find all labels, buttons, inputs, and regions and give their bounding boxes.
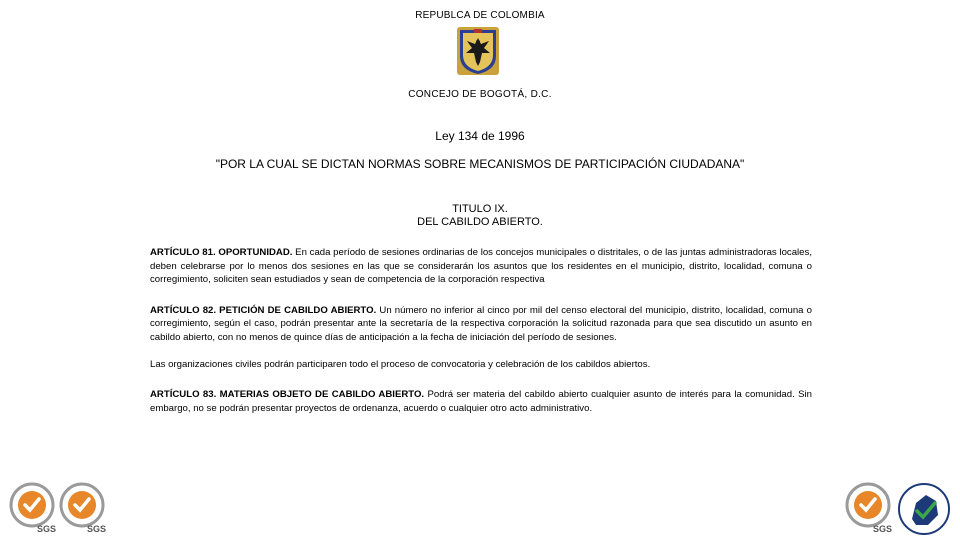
sgs-mark: SGS: [37, 524, 57, 534]
coat-of-arms-icon: [456, 26, 500, 76]
council-heading: CONCEJO DE BOGOTÁ, D.C.: [408, 89, 552, 100]
article-82: [150, 304, 812, 345]
article-text: En cada período de sesiones ordinarias de los concejos municipales o distritales, o de las juntas administradoras locales, deben celebrarse por lo menos dos sesiones en las que se considerarán los asuntos que los residentes en el municipio, distrito, localidad, comuna o corregimiento, soliciten sean estudiados y sean de competencia de la corporación respectiva: [150, 247, 812, 286]
law-subtitle: "POR LA CUAL SE DICTAN NORMAS SOBRE MECANISMOS DE PARTICIPACIÓN CIUDADANA": [215, 157, 745, 171]
quality-management-logo-icon: [896, 481, 952, 537]
certification-seal-icon: [842, 481, 894, 535]
article-text: Podrá ser materia del cabildo abierto cualquier asunto de interés para la comunidad. Sin embargo, no se podrán presentar proyectos de ordenanza, acuerdo o cualquier otro acto administrativo.: [150, 389, 812, 414]
article-81: [150, 246, 812, 287]
document-body: [150, 246, 812, 432]
section-title: TITULO IX.: [452, 203, 508, 215]
article-text: Un número no inferior al cinco por mil del censo electoral del municipio, distrito, localidad, comuna o corregimiento, según el caso, podrán presentar ante la secretaría de la respectiva corporación la solicitud razonada para que sea discutido un asunto en cabildo abierto, con no menos de quince días de anticipación a la fecha de iniciación del período de sesiones.: [150, 304, 812, 343]
sgs-mark: SGS: [873, 524, 893, 534]
article-text: Las organizaciones civiles podrán participaren todo el proceso de convocatoria y celebración de los cabildos abiertos.: [150, 358, 651, 370]
law-title: Ley 134 de 1996: [435, 129, 525, 143]
section-heading: [0, 203, 960, 229]
article-82-note: [150, 358, 812, 372]
article-heading: ARTÍCULO 81. OPORTUNIDAD.: [150, 247, 293, 258]
sgs-mark: SGS: [87, 524, 107, 534]
article-heading: ARTÍCULO 82. PETICIÓN DE CABILDO ABIERTO.: [150, 304, 377, 316]
certification-seal-icon: [56, 481, 108, 535]
section-subtitle: DEL CABILDO ABIERTO.: [417, 216, 543, 228]
article-83: [150, 388, 812, 415]
article-heading: ARTÍCULO 83. MATERIAS OBJETO DE CABILDO ABIERTO.: [150, 389, 425, 401]
country-heading: REPUBLCA DE COLOMBIA: [415, 10, 545, 21]
certification-seal-icon: [6, 481, 58, 535]
